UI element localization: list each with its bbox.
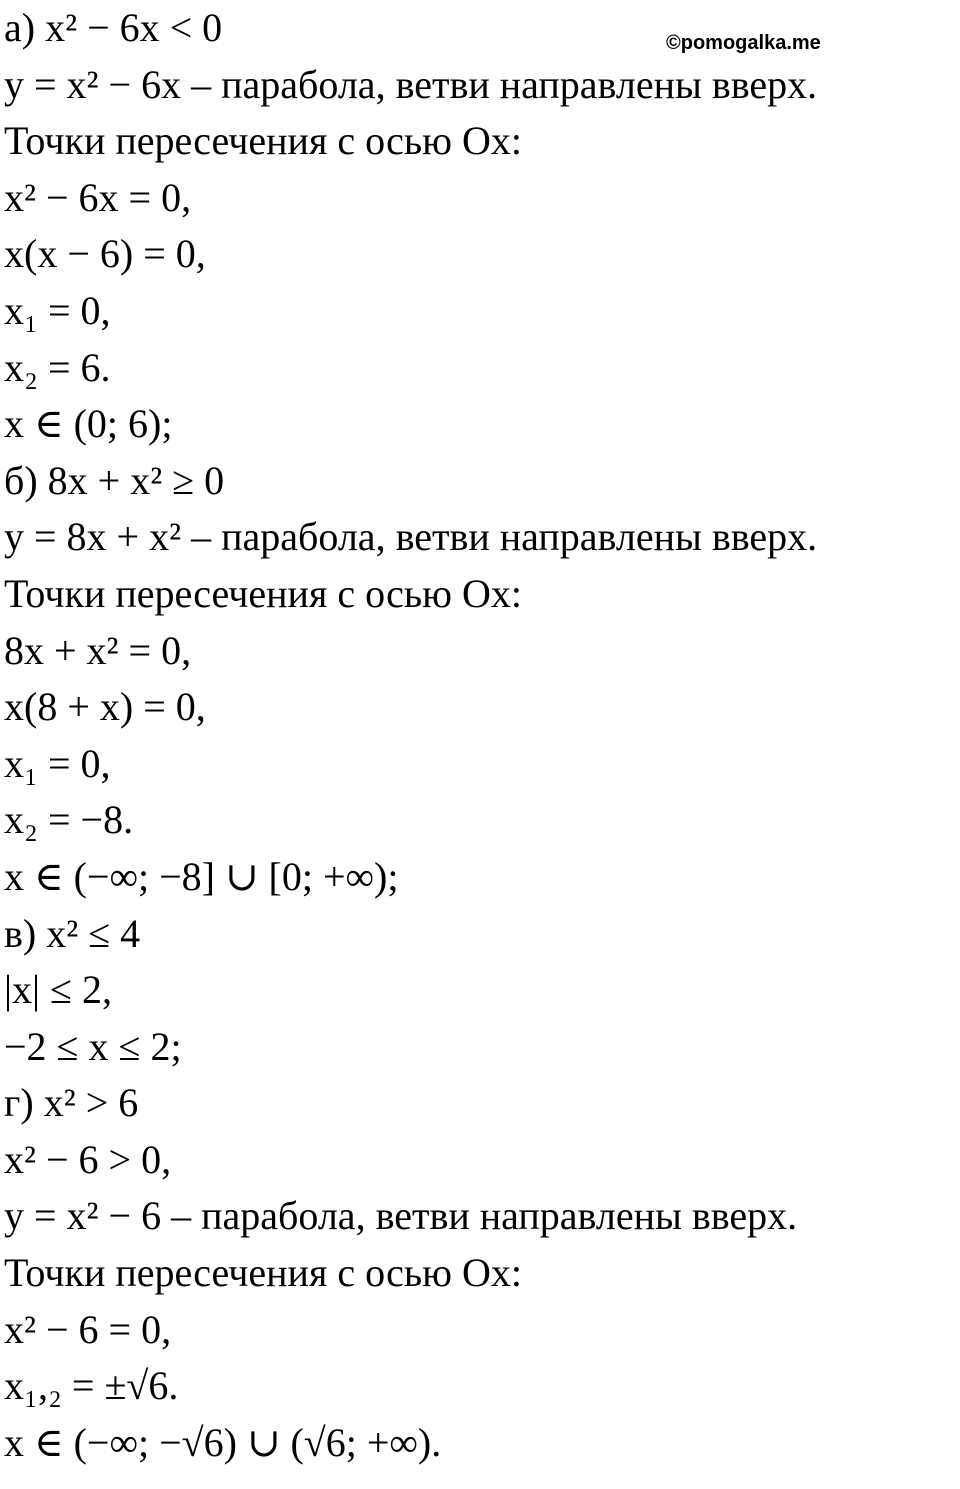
part-a-inequality: а) x² − 6x < 0 [4, 5, 223, 50]
part-a-equation: x² − 6x = 0, [4, 174, 192, 220]
part-b-answer: x ∈ (−∞; −8] ∪ [0; +∞); [4, 853, 399, 899]
part-b-inequality: б) 8x + x² ≥ 0 [4, 457, 225, 503]
part-g-equation: x² − 6 = 0, [4, 1306, 172, 1352]
part-a-root-1: x₁ = 0, [4, 287, 111, 333]
part-a-factored: x(x − 6) = 0, [4, 231, 206, 277]
part-a-parabola: y = x² − 6x – парабола, ветви направлены вверх. [4, 61, 818, 107]
part-b-equation: 8x + x² = 0, [4, 627, 192, 673]
solution-text [4, 0, 960, 1471]
part-g-intersection-heading: Точки пересечения с осью Ox: [4, 1250, 522, 1296]
part-g-answer: x ∈ (−∞; −√6) ∪ (√6; +∞). [4, 1419, 442, 1465]
part-v-absolute: |x| ≤ 2, [4, 967, 112, 1013]
part-b-root-1: x₁ = 0, [4, 740, 111, 786]
part-b-factored: x(8 + x) = 0, [4, 684, 206, 730]
part-g-roots: x₁,₂ = ±√6. [4, 1363, 179, 1409]
part-g-rearranged: x² − 6 > 0, [4, 1136, 172, 1182]
part-g-parabola: y = x² − 6 – парабола, ветви направлены вверх. [4, 1193, 798, 1239]
part-g-inequality: г) x² > 6 [4, 1080, 139, 1126]
part-a-answer: x ∈ (0; 6); [4, 401, 173, 447]
part-b-root-2: x₂ = −8. [4, 797, 134, 843]
watermark: ©pomogalka.me [666, 32, 821, 54]
part-b-parabola: y = 8x + x² – парабола, ветви направлены вверх. [4, 514, 818, 560]
part-a-intersection-heading: Точки пересечения с осью Ox: [4, 118, 522, 164]
part-v-answer: −2 ≤ x ≤ 2; [4, 1023, 182, 1069]
part-a-root-2: x₂ = 6. [4, 344, 111, 390]
part-b-intersection-heading: Точки пересечения с осью Ox: [4, 570, 522, 616]
part-v-inequality: в) x² ≤ 4 [4, 910, 141, 956]
